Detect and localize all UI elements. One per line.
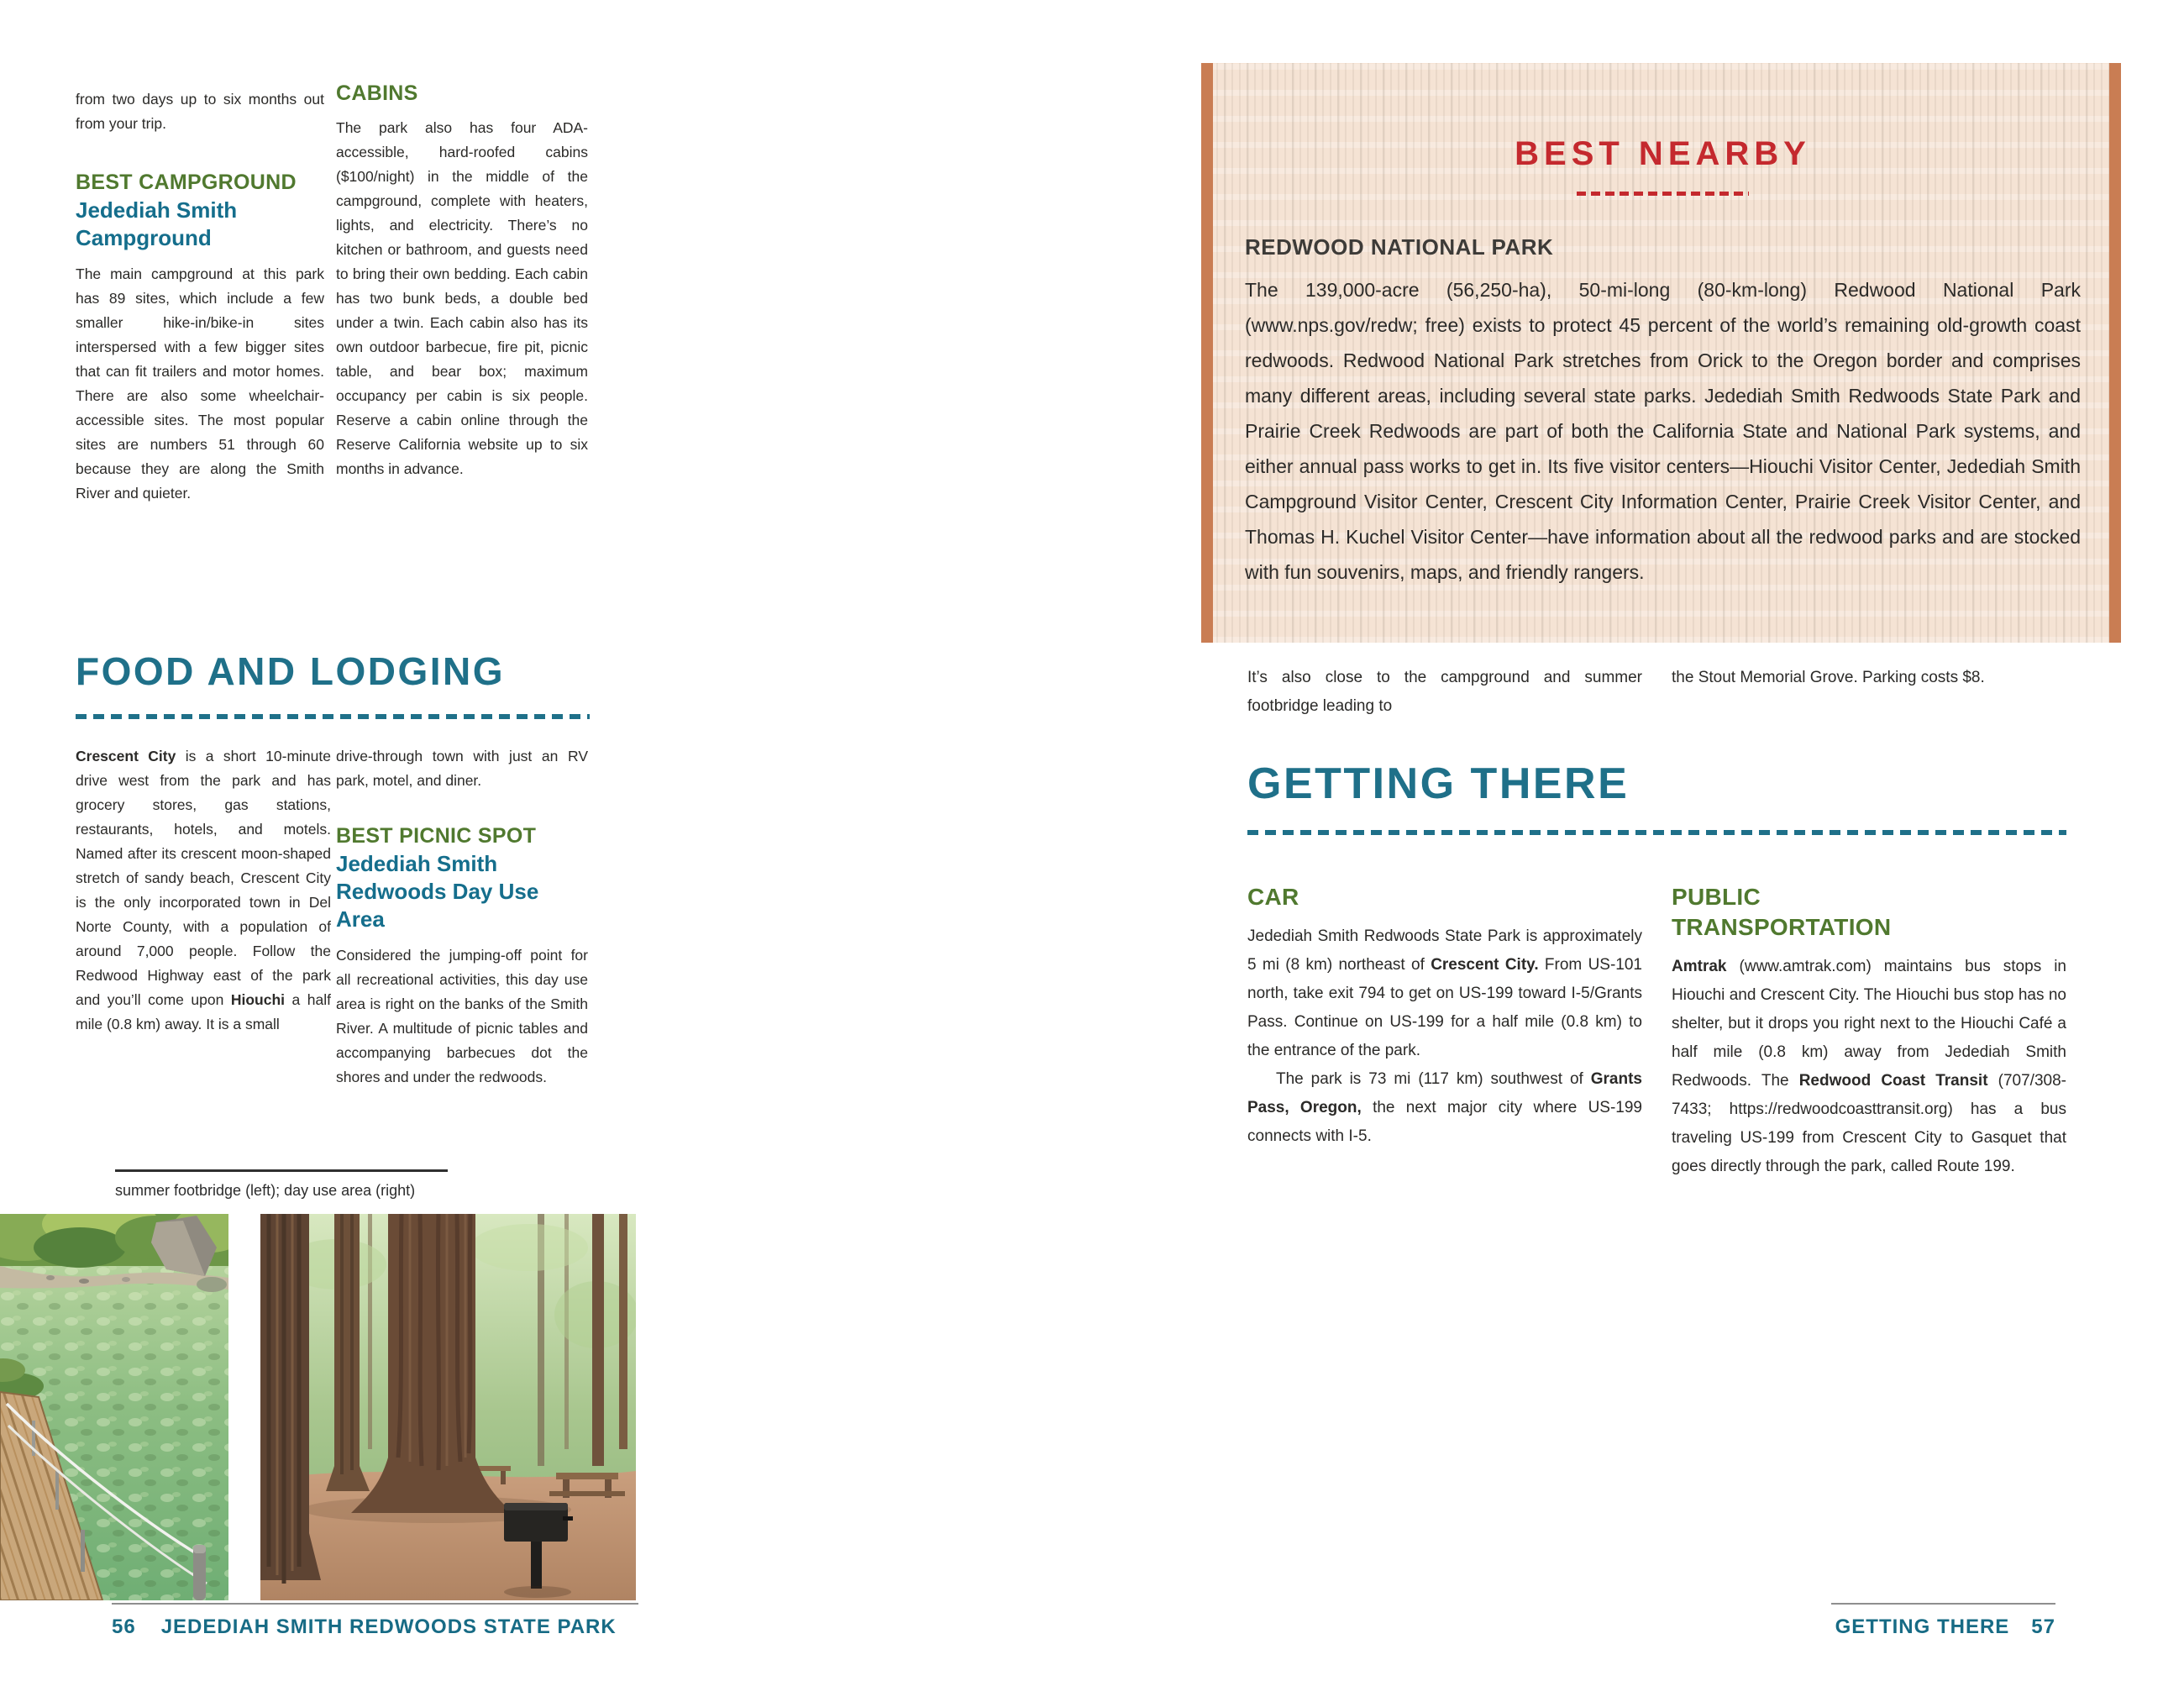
best-nearby-left-bar bbox=[1201, 63, 1213, 643]
right-page-footer bbox=[1831, 1603, 2055, 1639]
best-campground-body: The main campground at this park has 89 sites, which include a few smaller hike-in/bike-in sites interspersed with a few bigger sites that can fit trailers and motor homes. There are also some wheelchair-accessible sites. The most popular sites are numbers 51 through 60 because they are along the Smith River and quieter. bbox=[76, 265, 324, 502]
cabins-label: CABINS bbox=[336, 81, 418, 105]
best-picnic-spot-label: BEST PICNIC SPOT bbox=[336, 824, 537, 848]
photo-caption: summer footbridge (left); day use area (right) bbox=[115, 1182, 416, 1199]
redwood-national-park-body: The 139,000-acre (56,250-ha), 50-mi-long (80-km-long) Redwood National Park (www.nps.gov/redw; free) exists to protect 45 percent of the world’s remaining old-growth coast redwoods. Redwood National Park stretches from Orick to the Oregon border and comprises many different areas, including several state parks. Jedediah Smith Redwoods State Park and Prairie Creek Redwoods are part of both the California State and National Park systems, and either annual pass works to get in. Its five visitor centers—Hiouchi Visitor Center, Jedediah Smith Campground Visitor Center, Crescent City Information Center, Prairie Creek Visitor Center, and Thomas H. Kuchel Visitor Center—have information about all the redwood parks and are stocked with fun souvenirs, maps, and friendly rangers. bbox=[1245, 279, 2081, 583]
car-paragraph-2: The park is 73 mi (117 km) southwest of Grants Pass, Oregon, the next major city where US-199 connects with I-5. bbox=[1247, 1070, 1642, 1145]
left-top-column-1 bbox=[76, 87, 324, 506]
left-page-number: 56 bbox=[112, 1615, 136, 1638]
after-box-column-2 bbox=[1672, 664, 2066, 692]
left-footer-rule bbox=[112, 1603, 638, 1605]
car-label: CAR bbox=[1247, 884, 1299, 910]
getting-there-dashed-rule bbox=[1247, 830, 2066, 835]
food-lodging-column-1 bbox=[76, 744, 331, 1037]
right-footer-title: GETTING THERE bbox=[1835, 1615, 2010, 1638]
left-footer-title: JEDEDIAH SMITH REDWOODS STATE PARK bbox=[160, 1615, 617, 1638]
best-campground-title: Jedediah Smith Campground bbox=[76, 197, 238, 250]
best-picnic-spot-title: Jedediah Smith Redwoods Day Use Area bbox=[336, 851, 539, 932]
car-column bbox=[1247, 882, 1642, 1151]
best-campground-label: BEST CAMPGROUND bbox=[76, 171, 297, 194]
getting-there-title: GETTING THERE bbox=[1247, 759, 1630, 808]
after-box-text-2: the Stout Memorial Grove. Parking costs $8. bbox=[1672, 669, 1985, 686]
right-footer-line bbox=[1831, 1615, 2055, 1639]
best-nearby-box bbox=[1201, 63, 2121, 643]
best-nearby-title: BEST NEARBY bbox=[1515, 135, 1811, 172]
car-paragraph-1: Jedediah Smith Redwoods State Park is approximately 5 mi (8 km) northeast of Crescent City. From US-101 north, take exit 794 to get on US-199 toward I-5/Grants Pass. Continue on US-199 for a half mile (0.8 km) to the entrance of the park. bbox=[1247, 927, 1642, 1059]
crescent-city-paragraph: Crescent City is a short 10-minute drive west from the park and has grocery stores, gas stations, restaurants, hotels, and motels. Named after its crescent moon-shaped stretch of sandy beach, Crescent City is the only incorporated town in Del Norte County, with a population of around 7,000 people. Follow the Redwood Highway east of the park and you’ll come upon Hiouchi a half mile (0.8 km) away. It is a small bbox=[76, 748, 331, 1032]
footbridge-photo bbox=[0, 1214, 228, 1600]
best-nearby-dashed-rule bbox=[1577, 192, 1749, 196]
cabins-body: The park also has four ADA-accessible, hard-roofed cabins ($100/night) in the middle of the campground, complete with heaters, lights, and electricity. There’s no kitchen or bathroom, and guests need to bring their own bedding. Each cabin has two bunk beds, a double bed under a twin. Each cabin also has its own outdoor barbecue, fire pit, picnic table, and bear box; maximum occupancy per cabin is six people. Reserve a cabin online through the Reserve California website up to six months in advance. bbox=[336, 119, 588, 477]
best-nearby-content bbox=[1245, 63, 2081, 590]
public-transportation-column bbox=[1672, 882, 2066, 1181]
intro-continuation-paragraph: from two days up to six months out from your trip. bbox=[76, 91, 324, 132]
redwood-national-park-heading: REDWOOD NATIONAL PARK bbox=[1245, 234, 1554, 260]
caption-rule bbox=[115, 1169, 448, 1172]
after-box-column-1 bbox=[1247, 664, 1642, 721]
public-transportation-label: PUBLIC TRANSPORTATION bbox=[1672, 884, 1892, 940]
photo-caption-block bbox=[115, 1169, 448, 1200]
food-and-lodging-title: FOOD AND LODGING bbox=[76, 649, 506, 693]
food-and-lodging-dashed-rule bbox=[76, 714, 590, 719]
after-box-text-1: It’s also close to the campground and summer footbridge leading to bbox=[1247, 669, 1642, 715]
best-nearby-right-bar bbox=[2109, 63, 2121, 643]
left-top-column-2 bbox=[336, 81, 588, 481]
left-footer-line bbox=[112, 1615, 638, 1639]
left-page-footer bbox=[112, 1603, 638, 1639]
right-footer-rule bbox=[1831, 1603, 2055, 1605]
crescent-city-continuation: drive-through town with just an RV park, motel, and diner. bbox=[336, 748, 588, 789]
day-use-area-photo bbox=[260, 1214, 636, 1600]
food-lodging-column-2 bbox=[336, 744, 588, 1090]
right-page-number: 57 bbox=[2031, 1615, 2055, 1638]
public-transportation-paragraph: Amtrak (www.amtrak.com) maintains bus stops in Hiouchi and Crescent City. The Hiouchi bus stop has no shelter, but it drops you right next to the Hiouchi Café a half mile (0.8 km) away from Jedediah Smith Redwoods. The Redwood Coast Transit (707/308-7433; https://redwoodcoasttransit.org) has a bus traveling US-199 from Crescent City to Gasquet that goes directly through the park, called Route 199. bbox=[1672, 958, 2066, 1175]
best-picnic-spot-body: Considered the jumping-off point for all recreational activities, this day use area is right on the banks of the Smith River. A multitude of picnic tables and accompanying barbecues dot the shores and under the redwoods. bbox=[336, 947, 588, 1085]
